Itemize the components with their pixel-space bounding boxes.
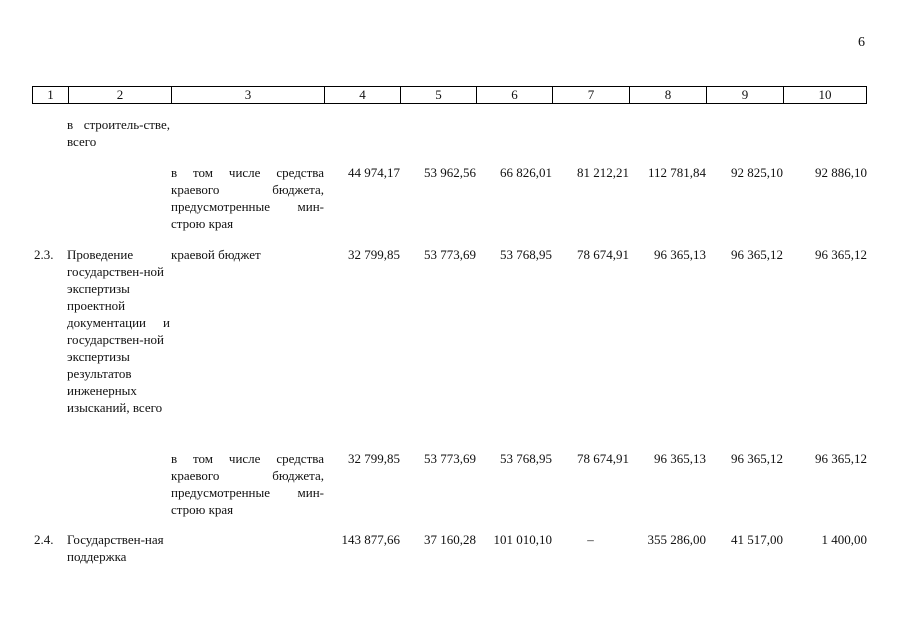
header-col-6: 6 bbox=[477, 87, 553, 104]
row-4-name: Государствен-ная поддержка bbox=[67, 532, 164, 564]
row-3-col8: 96 365,13 bbox=[654, 451, 706, 466]
header-col-10: 10 bbox=[784, 87, 867, 104]
row-3-col4: 32 799,85 bbox=[348, 451, 400, 466]
row-1-col7: 81 212,21 bbox=[577, 165, 629, 180]
row-4-col5: 37 160,28 bbox=[424, 532, 476, 547]
row-3-col5: 53 773,69 bbox=[424, 451, 476, 466]
row-3-col9: 96 365,12 bbox=[731, 451, 783, 466]
row-2-col8: 96 365,13 bbox=[654, 247, 706, 262]
row-0-name: в строитель-стве, всего bbox=[67, 117, 170, 149]
row-3-col6: 53 768,95 bbox=[500, 451, 552, 466]
row-2-col4: 32 799,85 bbox=[348, 247, 400, 262]
header-col-1: 1 bbox=[33, 87, 69, 104]
header-col-9: 9 bbox=[707, 87, 784, 104]
row-4-col4: 143 877,66 bbox=[341, 532, 400, 547]
row-1-col6: 66 826,01 bbox=[500, 165, 552, 180]
row-3-col10: 96 365,12 bbox=[815, 451, 867, 466]
row-2-name: Проведение государствен-ной экспертизы проектной документации и государствен-ной экспертизы результатов инженерных изысканий, всего bbox=[67, 247, 170, 415]
row-2-index: 2.3. bbox=[34, 247, 54, 262]
row-4-col6: 101 010,10 bbox=[493, 532, 552, 547]
row-4-col7: – bbox=[587, 532, 594, 547]
row-3-source: в том числе средства краевого бюджета, предусмотренные мин-строю края bbox=[171, 451, 324, 517]
row-3-col7: 78 674,91 bbox=[577, 451, 629, 466]
row-4-col9: 41 517,00 bbox=[731, 532, 783, 547]
row-1-col8: 112 781,84 bbox=[647, 165, 706, 180]
header-col-3: 3 bbox=[172, 87, 325, 104]
header-col-2: 2 bbox=[69, 87, 172, 104]
row-1-source: в том числе средства краевого бюджета, предусмотренные мин-строю края bbox=[171, 165, 324, 231]
row-1-col4: 44 974,17 bbox=[348, 165, 400, 180]
row-2-col10: 96 365,12 bbox=[815, 247, 867, 262]
column-number-header bbox=[32, 86, 867, 104]
row-2-col9: 96 365,12 bbox=[731, 247, 783, 262]
row-2-col7: 78 674,91 bbox=[577, 247, 629, 262]
header-col-7: 7 bbox=[553, 87, 630, 104]
page-number: 6 bbox=[858, 35, 865, 50]
header-col-5: 5 bbox=[401, 87, 477, 104]
row-4-index: 2.4. bbox=[34, 532, 54, 547]
row-1-col10: 92 886,10 bbox=[815, 165, 867, 180]
row-4-col8: 355 286,00 bbox=[647, 532, 706, 547]
row-2-col6: 53 768,95 bbox=[500, 247, 552, 262]
row-4-col10: 1 400,00 bbox=[821, 532, 867, 547]
row-2-col5: 53 773,69 bbox=[424, 247, 476, 262]
row-2-source: краевой бюджет bbox=[171, 247, 261, 262]
header-col-4: 4 bbox=[325, 87, 401, 104]
row-1-col5: 53 962,56 bbox=[424, 165, 476, 180]
header-col-8: 8 bbox=[630, 87, 707, 104]
row-1-col9: 92 825,10 bbox=[731, 165, 783, 180]
